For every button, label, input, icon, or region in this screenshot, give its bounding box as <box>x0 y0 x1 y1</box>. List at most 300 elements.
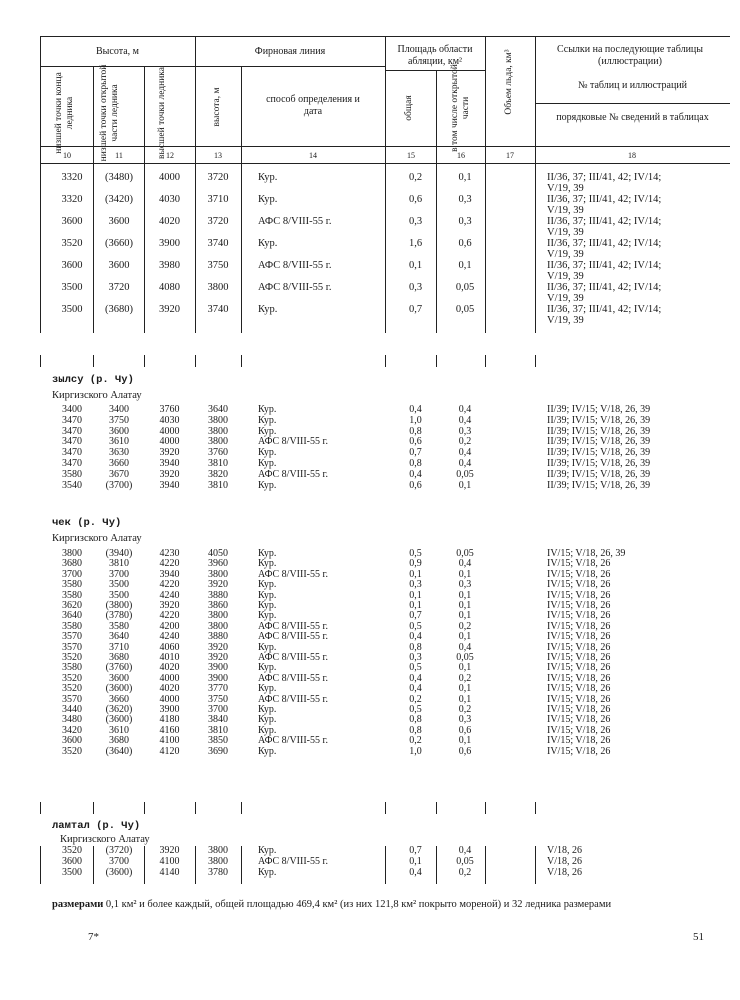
table-cell: 0,8 <box>409 724 422 736</box>
section-title: зылсу (р. Чу) <box>52 374 134 386</box>
table-cell: 0,1 <box>458 260 472 271</box>
body1-divider <box>535 163 536 333</box>
table-cell: 4100 <box>159 735 180 747</box>
column-tick <box>241 355 242 367</box>
table-cell-refs-cont: V/19, 39 <box>547 227 584 238</box>
body4-divider <box>485 846 486 884</box>
table-cell: 0,2 <box>458 620 472 632</box>
table-cell: 3710 <box>207 194 229 205</box>
table-cell: Кур. <box>258 683 277 695</box>
table-cell: 0,2 <box>408 172 423 183</box>
body4-divider <box>144 846 145 884</box>
table-cell-refs: II/36, 37; III/41, 42; IV/14; <box>547 216 662 227</box>
table-cell: (3480) <box>105 172 133 183</box>
body4-divider <box>241 846 242 884</box>
table-cell: 4060 <box>159 641 180 653</box>
table-cell: 0,1 <box>458 568 472 580</box>
column-tick <box>485 355 486 367</box>
table-cell: 4140 <box>159 866 180 878</box>
table-cell-refs: IV/15; V/18, 26 <box>547 693 611 705</box>
table-cell: (3760) <box>105 662 133 674</box>
table-cell: 4240 <box>159 631 180 643</box>
table-cell: 4030 <box>159 194 180 205</box>
col-number-11: 11 <box>115 151 123 160</box>
table-cell: 3420 <box>62 724 82 736</box>
table-cell: АФС 8/VIII-55 г. <box>258 468 328 480</box>
table-cell: 0,4 <box>458 641 472 653</box>
table-cell: 3540 <box>62 479 82 491</box>
column-tick <box>93 355 94 367</box>
table-cell: 3920 <box>159 304 180 315</box>
table-cell: 0,2 <box>409 693 422 705</box>
table-cell: 3920 <box>159 845 180 856</box>
table-cell: 3800 <box>208 436 228 448</box>
table-cell: 0,7 <box>408 304 423 315</box>
table-cell: 3720 <box>207 216 229 227</box>
col-number-18: 18 <box>628 151 636 160</box>
table-cell-refs: II/39; IV/15; V/18, 26, 39 <box>547 447 651 459</box>
table-cell: 3580 <box>62 579 82 591</box>
table-cell: 3780 <box>208 866 228 878</box>
table-cell: 0,8 <box>409 714 422 726</box>
table-cell: (3940) <box>105 548 133 559</box>
table-cell: 3800 <box>62 548 82 559</box>
summary-text: 0,1 км² и более каждый, общей площадью 469,4 км² (из них 121,8 км² покрыто мореной) и 32 ледника размерами <box>103 899 612 910</box>
table-cell: 3920 <box>208 652 228 663</box>
table-cell-refs: IV/15; V/18, 26 <box>547 735 611 747</box>
table-cell-refs: IV/15; V/18, 26 <box>547 683 611 695</box>
table-cell-refs: V/18, 26 <box>547 845 582 856</box>
table-cell: 3800 <box>208 414 228 426</box>
table-cell-refs-cont: V/19, 39 <box>547 315 584 326</box>
body1-divider <box>241 163 242 333</box>
table-cell: АФС 8/VIII-55 г. <box>258 631 328 643</box>
table-cell-refs-cont: V/19, 39 <box>547 271 584 282</box>
table-cell: 3640 <box>208 404 228 415</box>
table-cell: 0,5 <box>409 704 422 715</box>
table-cell-refs: IV/15; V/18, 26 <box>547 672 611 684</box>
section-title: ламтал (р. Чу) <box>52 820 141 832</box>
table-cell: 3500 <box>61 282 83 293</box>
table-cell: (3700) <box>105 479 133 491</box>
column-tick <box>241 802 242 814</box>
table-cell: 3900 <box>159 238 180 249</box>
table-cell: 0,6 <box>458 238 472 249</box>
table-cell-refs: IV/15; V/18, 26 <box>547 589 611 601</box>
col-divider-13-14 <box>241 66 242 163</box>
table-cell: Кур. <box>258 579 277 591</box>
table-cell: 0,4 <box>458 447 472 459</box>
table-cell: 3520 <box>61 238 83 249</box>
table-cell: Кур. <box>258 414 277 426</box>
table-cell: 0,6 <box>409 479 422 491</box>
table-cell: 0,5 <box>409 620 422 632</box>
table-cell: 4050 <box>208 548 228 559</box>
table-cell: (3720) <box>105 845 133 856</box>
table-cell: 4010 <box>159 652 180 663</box>
table-cell: 0,2 <box>458 436 472 448</box>
table-cell: 0,4 <box>409 866 422 878</box>
table-cell-refs: II/39; IV/15; V/18, 26, 39 <box>547 404 651 415</box>
table-cell: 4160 <box>159 724 180 736</box>
table-cell: 3400 <box>62 404 82 415</box>
table-cell: 3880 <box>208 631 228 643</box>
table-cell: 3470 <box>62 425 82 437</box>
table-cell: 0,4 <box>409 468 422 480</box>
table-cell: 3580 <box>62 589 82 601</box>
table-cell: 0,3 <box>458 216 472 227</box>
table-cell: Кур. <box>258 194 278 205</box>
table-cell: 3750 <box>208 693 228 705</box>
table-cell-refs: IV/15; V/18, 26 <box>547 620 611 632</box>
table-cell: 3680 <box>109 735 129 747</box>
table-cell: 0,05 <box>456 548 474 559</box>
table-cell-refs: IV/15; V/18, 26 <box>547 600 611 611</box>
column-tick <box>385 355 386 367</box>
table-cell: 3760 <box>159 404 180 415</box>
table-cell: 3600 <box>61 216 83 227</box>
table-cell: 4020 <box>159 683 180 695</box>
table-cell: Кур. <box>258 724 277 736</box>
table-cell: 0,4 <box>409 672 422 684</box>
body4-divider <box>93 846 94 884</box>
body4-divider <box>40 846 41 884</box>
table-cell: 0,05 <box>456 468 474 480</box>
table-cell: АФС 8/VIII-55 г. <box>258 282 332 293</box>
table-cell-refs: II/36, 37; III/41, 42; IV/14; <box>547 304 662 315</box>
table-cell: 4030 <box>159 414 180 426</box>
table-cell: 3640 <box>109 631 129 643</box>
table-cell: 0,2 <box>409 735 422 747</box>
table-cell: 3500 <box>109 589 129 601</box>
table-cell: АФС 8/VIII-55 г. <box>258 620 328 632</box>
table-cell: 3740 <box>207 238 229 249</box>
table-cell-refs: IV/15; V/18, 26 <box>547 724 611 736</box>
table-cell: 0,4 <box>409 683 422 695</box>
table-cell: АФС 8/VIII-55 г. <box>258 652 328 663</box>
table-cell: 0,1 <box>458 589 472 601</box>
col-abl-total-label: общая <box>404 95 414 121</box>
table-cell: 3600 <box>108 260 130 271</box>
body1-divider <box>144 163 145 333</box>
column-tick <box>535 802 536 814</box>
section-title: чек (р. Чу) <box>52 517 122 529</box>
table-cell-refs: II/39; IV/15; V/18, 26, 39 <box>547 425 651 437</box>
column-tick <box>436 802 437 814</box>
table-cell-refs: II/39; IV/15; V/18, 26, 39 <box>547 458 651 469</box>
table-cell-refs: II/36, 37; III/41, 42; IV/14; <box>547 172 662 183</box>
table-cell-refs: IV/15; V/18, 26 <box>547 579 611 591</box>
table-cell: 3520 <box>62 845 82 856</box>
col-divider-17-18 <box>535 36 536 163</box>
table-cell: 3610 <box>109 724 129 736</box>
summary-line <box>52 899 611 910</box>
table-cell: 3600 <box>62 735 82 747</box>
table-cell-refs: IV/15; V/18, 26 <box>547 558 611 570</box>
table-cell: 3610 <box>109 436 129 448</box>
table-cell: 3690 <box>208 745 228 757</box>
table-cell: 0,2 <box>458 704 472 715</box>
table-cell: АФС 8/VIII-55 г. <box>258 436 328 448</box>
col-number-10: 10 <box>63 151 71 160</box>
ablation-group-label: Площадь области абляции, км² <box>397 44 473 67</box>
table-cell: Кур. <box>258 600 277 611</box>
table-cell: АФС 8/VIII-55 г. <box>258 216 332 227</box>
table-cell: 0,7 <box>409 845 422 856</box>
table-cell: 4000 <box>159 425 180 437</box>
table-cell: 3700 <box>208 704 228 715</box>
table-cell: 3520 <box>62 683 82 695</box>
table-cell: 0,1 <box>409 855 422 867</box>
table-cell: 0,4 <box>458 558 472 570</box>
table-cell: 3710 <box>109 641 129 653</box>
table-cell: 3920 <box>208 641 228 653</box>
table-cell-refs: II/36, 37; III/41, 42; IV/14; <box>547 260 662 271</box>
table-cell: 0,8 <box>409 641 422 653</box>
table-cell: 3980 <box>159 260 180 271</box>
column-tick <box>436 355 437 367</box>
table-cell: Кур. <box>258 447 277 459</box>
table-cell: (3660) <box>105 238 133 249</box>
table-cell: 4000 <box>159 172 180 183</box>
section-subtitle: Киргизского Алатау <box>52 533 142 544</box>
table-cell: 3580 <box>62 662 82 674</box>
table-cell: 4200 <box>159 620 180 632</box>
col-number-12: 12 <box>166 151 174 160</box>
col-divider-10-11 <box>93 66 94 163</box>
table-cell: 3810 <box>208 724 228 736</box>
table-cell: (3600) <box>105 714 133 726</box>
table-cell: 3800 <box>208 855 228 867</box>
body4-divider <box>385 846 386 884</box>
summary-lead: размерами <box>52 899 104 910</box>
column-tick <box>93 802 94 814</box>
table-cell: 0,6 <box>458 724 472 736</box>
table-cell: 3840 <box>208 714 228 726</box>
section-subtitle: Киргизского Алатау <box>60 834 150 845</box>
table-cell: 0,8 <box>409 458 422 469</box>
footer-signature: 7* <box>88 931 99 943</box>
table-cell: 3570 <box>62 693 82 705</box>
table-cell: 3470 <box>62 458 82 469</box>
table-cell: 0,05 <box>456 652 474 663</box>
table-cell: 0,3 <box>458 194 472 205</box>
table-cell: 3720 <box>207 172 229 183</box>
table-cell: 3680 <box>109 652 129 663</box>
table-cell: (3680) <box>105 304 133 315</box>
table-cell: 0,05 <box>456 855 474 867</box>
table-cell: 3670 <box>109 468 129 480</box>
refs-tables-label: № таблиц и иллюстраций <box>577 80 688 91</box>
table-cell: 3600 <box>62 855 82 867</box>
col-number-17: 17 <box>506 151 514 160</box>
table-cell: 3920 <box>159 447 180 459</box>
table-cell: 0,1 <box>458 693 472 705</box>
table-cell: 3440 <box>62 704 82 715</box>
table-cell: 3800 <box>207 282 229 293</box>
table-cell: 4100 <box>159 855 180 867</box>
table-cell: 3740 <box>207 304 229 315</box>
table-cell-refs: II/36, 37; III/41, 42; IV/14; <box>547 194 662 205</box>
table-cell: 0,05 <box>455 304 475 315</box>
table-cell: Кур. <box>258 866 277 878</box>
column-tick <box>40 355 41 367</box>
table-cell-refs: IV/15; V/18, 26 <box>547 652 611 663</box>
table-cell: 3600 <box>61 260 83 271</box>
table-cell: (3600) <box>105 866 133 878</box>
height-group-label: Высота, м <box>96 46 139 57</box>
table-cell: 3720 <box>108 282 130 293</box>
table-cell: 3470 <box>62 447 82 459</box>
table-cell: 0,1 <box>458 479 472 491</box>
table-cell: АФС 8/VIII-55 г. <box>258 735 328 747</box>
table-cell: 3700 <box>109 855 129 867</box>
table-cell: АФС 8/VIII-55 г. <box>258 672 328 684</box>
firn-group-label: Фирновая линия <box>254 46 326 57</box>
page-number: 51 <box>693 931 704 943</box>
table-cell: 0,7 <box>409 447 422 459</box>
table-cell: 3800 <box>208 845 228 856</box>
table-cell: 3680 <box>62 558 82 570</box>
table-cell: 3500 <box>61 304 83 315</box>
table-cell: 3750 <box>207 260 229 271</box>
column-tick <box>385 802 386 814</box>
table-cell: 3800 <box>208 610 228 622</box>
table-cell: 0,3 <box>409 652 422 663</box>
table-cell: 3700 <box>62 568 82 580</box>
table-cell: 4220 <box>159 610 180 622</box>
table-cell: 0,3 <box>409 579 422 591</box>
col-abl-open-label: в том числе открытой части <box>450 64 471 152</box>
col-low-end-label: низшей точки конца ледника <box>54 72 75 154</box>
table-cell: 1,6 <box>408 238 423 249</box>
table-cell: 0,5 <box>409 662 422 674</box>
table-cell: Кур. <box>258 558 277 570</box>
table-cell: 0,1 <box>409 568 422 580</box>
table-cell: 3470 <box>62 436 82 448</box>
table-cell: 0,8 <box>409 425 422 437</box>
table-cell-refs-cont: V/19, 39 <box>547 249 584 260</box>
table-cell-refs: II/39; IV/15; V/18, 26, 39 <box>547 468 651 480</box>
column-tick <box>144 802 145 814</box>
table-cell: 3940 <box>159 568 180 580</box>
table-cell: Кур. <box>258 548 277 559</box>
table-cell: (3620) <box>105 704 133 715</box>
table-cell-refs: II/39; IV/15; V/18, 26, 39 <box>547 479 651 491</box>
table-cell: 4180 <box>159 714 180 726</box>
table-cell: 3580 <box>109 620 129 632</box>
table-cell: 3920 <box>159 468 180 480</box>
table-cell-refs: V/18, 26 <box>547 866 582 878</box>
col-ice-volume-label: Объем льда, км³ <box>504 49 514 115</box>
table-cell: АФС 8/VIII-55 г. <box>258 568 328 580</box>
table-cell: АФС 8/VIII-55 г. <box>258 855 328 867</box>
table-cell: 1,0 <box>409 745 422 757</box>
table-cell: 3900 <box>159 704 180 715</box>
column-tick <box>40 802 41 814</box>
table-cell: 0,4 <box>409 631 422 643</box>
col-low-open-label: низшей точки открытой части ледника <box>99 64 120 162</box>
table-cell: 3580 <box>62 620 82 632</box>
table-cell: Кур. <box>258 479 277 491</box>
table-cell: 0,6 <box>409 436 422 448</box>
body4-divider <box>436 846 437 884</box>
table-cell: 3500 <box>109 579 129 591</box>
table-cell: 3500 <box>62 866 82 878</box>
table-cell: Кур. <box>258 304 278 315</box>
body4-divider <box>195 846 196 884</box>
table-cell: 0,05 <box>455 282 475 293</box>
table-cell: 0,1 <box>458 662 472 674</box>
table-cell: 0,4 <box>458 404 472 415</box>
table-cell-refs-cont: V/19, 39 <box>547 293 584 304</box>
table-cell: 3660 <box>109 693 129 705</box>
table-cell: 0,6 <box>458 745 472 757</box>
table-cell: 3620 <box>62 600 82 611</box>
table-cell: 4000 <box>159 436 180 448</box>
table-cell: АФС 8/VIII-55 г. <box>258 693 328 705</box>
table-cell: 0,9 <box>409 558 422 570</box>
body1-divider <box>385 163 386 333</box>
table-cell: 0,1 <box>458 735 472 747</box>
table-cell: Кур. <box>258 704 277 715</box>
table-cell: (3800) <box>105 600 133 611</box>
table-cell: Кур. <box>258 662 277 674</box>
table-cell: Кур. <box>258 404 277 415</box>
table-cell: 3800 <box>208 620 228 632</box>
table-cell-refs: IV/15; V/18, 26 <box>547 745 611 757</box>
col-divider-11-12 <box>144 66 145 163</box>
table-cell: 0,2 <box>458 866 472 878</box>
table-cell: 0,3 <box>458 714 472 726</box>
table-cell: Кур. <box>258 641 277 653</box>
table-cell: 0,1 <box>458 172 472 183</box>
table-cell: Кур. <box>258 845 277 856</box>
column-tick <box>485 802 486 814</box>
table-cell: 3400 <box>109 404 129 415</box>
table-cell: 0,1 <box>458 631 472 643</box>
table-cell: 0,2 <box>458 672 472 684</box>
table-cell: 0,3 <box>458 579 472 591</box>
table-cell: 3750 <box>109 414 129 426</box>
table-cell: 3570 <box>62 631 82 643</box>
table-cell: (3640) <box>105 745 133 757</box>
table-cell: 3810 <box>208 479 228 491</box>
table-cell: Кур. <box>258 238 278 249</box>
table-cell: 4220 <box>159 579 180 591</box>
table-cell: Кур. <box>258 745 277 757</box>
table-cell: 3520 <box>62 745 82 757</box>
table-cell-refs: II/36, 37; III/41, 42; IV/14; <box>547 282 662 293</box>
refs-group-label: Ссылки на последующие таблицы (иллюстрации) <box>556 44 703 67</box>
body1-divider <box>195 163 196 333</box>
table-cell: 4120 <box>159 745 180 757</box>
table-cell: Кур. <box>258 610 277 622</box>
table-cell: Кур. <box>258 714 277 726</box>
table-cell: 0,1 <box>409 589 422 601</box>
table-cell-refs: II/39; IV/15; V/18, 26, 39 <box>547 414 651 426</box>
table-cell-refs: IV/15; V/18, 26 <box>547 610 611 622</box>
table-cell: 3960 <box>208 558 228 570</box>
table-cell: 0,1 <box>458 600 472 611</box>
table-cell-refs: V/18, 26 <box>547 855 582 867</box>
table-cell: 4020 <box>159 662 180 674</box>
table-cell: 3940 <box>159 479 180 491</box>
table-cell: (3600) <box>105 683 133 695</box>
table-cell-refs: IV/15; V/18, 26 <box>547 714 611 726</box>
table-cell: 1,0 <box>409 414 422 426</box>
table-cell: 0,4 <box>458 845 472 856</box>
